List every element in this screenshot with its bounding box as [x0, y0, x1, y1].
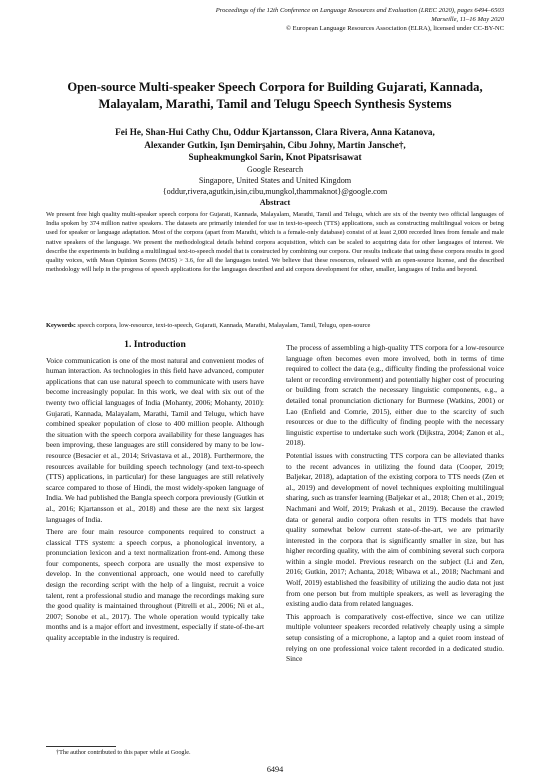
header-license-line: © European Language Resources Association (ELRA), licensed under CC-BY-NC — [286, 25, 504, 32]
affiliation-org: Google Research — [246, 165, 304, 174]
paragraph: There are four main resource components required to construct a classical TTS system: a speech corpus, a phonological inventory, a pronunciation lexicon and a text normalization front-end. Among these four components, speech corpora are usually the most expensive to develop. In the conventional approach, one would need to carefully design the recording script with the help of a linguist, recruit a voice talent, rent a professional studio and manage the recordings making sure the good quality is maintained throughout (Pitrelli et al., 2006; Ni et al., 2007; Sonobe et al., 2017). The whole operation would typically take months and is a major effort and investment, especially if state-of-the-art quality acceptable in the industry is required. — [46, 527, 264, 643]
paragraph: Potential issues with constructing TTS corpora can be alleviated thanks to the recent advances in utilizing the found data (Cooper, 2019; Baljekar, 2018), adaptation of the existing corpora to TTS needs (Zen et al., 2019) and development of novel techniques exploiting multilingual sharing, such as transfer learning (Baljekar et al., 2018; Chen et al., 2019; Nachmani and Wolf, 2019; Prakash et al., 2019). Because the crawled data or general audio corpora often results in TTS models that have quality somewhat below current state-of-the-art, we are primarily interested in the corpora that is significantly smaller in size, but has higher recording quality, with the aim of combining several such corpora within a single model. Previous research on the subject (Li and Zen, 2016; Gutkin, 2017; Achanta, 2018; Wibawa et al., 2018; Nachmani and Wolf, 2019) established the feasibility of utilizing the audio data not just from one person but from multiple speakers, as well as leveraging the existing audio data from related languages. — [286, 450, 504, 609]
author-line-2: Alexander Gutkin, Işın Demirşahin, Cibu Johny, Martin Jansche†, — [144, 139, 406, 150]
footnote-rule — [46, 746, 116, 747]
affiliation-place: Singapore, United States and United Kingdom — [198, 176, 352, 185]
author-line-3: Supheakmungkol Sarin, Knot Pipatsrisawat — [188, 152, 362, 163]
keywords-text: speech corpora, low-resource, text-to-speech, Gujarati, Kannada, Marathi, Malayalam, Tamil, Telugu, open-source — [77, 322, 371, 329]
affiliation-emails: {oddur,rivera,agutkin,isin,cibu,mungkol,thammaknot}@google.com — [162, 187, 388, 196]
paragraph: This approach is comparatively cost-effective, since we can utilize multiple volunteer speakers recorded relatively cheaply using a simple setup consisting of a microphone, a laptop and a quiet room instead of relying on one professional voice talent recorded in a dedicated studio. Since — [286, 611, 504, 664]
affiliation — [40, 164, 510, 197]
header-venue-line: Marseille, 11–16 May 2020 — [431, 16, 504, 23]
abstract-heading: Abstract — [259, 198, 291, 207]
left-column — [46, 340, 264, 646]
keywords-label: Keywords: — [46, 322, 76, 329]
keywords — [46, 322, 504, 329]
right-column — [286, 343, 504, 667]
page-number: 6494 — [266, 765, 284, 774]
section-heading-introduction: 1. Introduction — [124, 339, 186, 350]
paper-title: Open-source Multi-speaker Speech Corpora for Building Gujarati, Kannada, Malayalam, Marathi, Tamil and Telugu Speech Synthesis Systems — [67, 80, 483, 111]
footnote: †The author contributed to this paper while at Google. — [56, 749, 191, 756]
author-list — [40, 126, 510, 164]
proceedings-header — [216, 6, 504, 33]
author-line-1: Fei He, Shan-Hui Cathy Chu, Oddur Kjartansson, Clara Rivera, Anna Katanova, — [115, 127, 435, 137]
abstract-text: We present free high quality multi-speaker speech corpora for Gujarati, Kannada, Malayalam, Marathi, Tamil and Telugu, which are six of the twenty two official languages of India spoken by 374 million native speakers. The datasets are primarily intended for use in text-to-speech (TTS) applications, such as constructing multilingual voices or being used for speaker or language adaptation. Most of the corpora (apart from Marathi, which is a female-only database) consist of at least 2,000 recorded lines from female and male native speakers of the language. We present the methodological details behind corpora acquisition, which can be scaled to acquiring data for other languages of interest. We describe the experiments in building a multilingual text-to-speech model that is constructed by combining our corpora. Our results indicate that using these corpora results in good quality voices, with Mean Opinion Scores (MOS) > 3.6, for all the languages tested. We believe that these resources, released with an open-source license, and the described methodology will help in the progress of speech applications for the languages described and aid corpora development for other, smaller, languages of India and beyond. — [46, 211, 504, 274]
paragraph: The process of assembling a high-quality TTS corpora for a low-resource language often becomes even more involved, both in terms of time required to collect the data (e.g., difficulty finding the professional voice talent or recording environment) and potentially higher cost of procuring or building from scratch the necessary linguistic components, e.g., a detailed tonal pronunciation dictionary for Burmese (Watkins, 2001) or Lao (Enfield and Comrie, 2015), either due to the scarcity of such resources or due to the difficulty of finding people with the necessary linguistic expertise to undertake such work (Dijkstra, 2004; Zanon et al., 2018). — [286, 343, 504, 448]
paragraph: Voice communication is one of the most natural and convenient modes of human interaction. As technologies in this field have advanced, computer applications that can use natural speech to communicate with users have become increasingly popular. In this work, we deal with six out of the twenty two official languages of India (Mohanty, 2006; Mohanty, 2010): Gujarati, Kannada, Malayalam, Marathi, Tamil and Telugu, which have combined speaker population of close to 400 million people. Although the situation with the speech corpora availability for these languages has been improving, these languages are still considered by many to be low-resource (Besacier et al., 2014; Srivastava et al., 2018). Furthermore, the resources available for building speech technology (and text-to-speech (TTS) applications, in particular) for these languages are still relatively scarce compared to those of Hindi, the most widely-spoken language of India. We had published the Bangla speech corpora previously (Gutkin et al., 2016; Kjartansson et al., 2018) and these are the next six largest languages of India. — [46, 355, 264, 524]
header-proceedings-line: Proceedings of the 12th Conference on Language Resources and Evaluation (LREC 2020), pages 6494–6503 — [215, 7, 504, 14]
